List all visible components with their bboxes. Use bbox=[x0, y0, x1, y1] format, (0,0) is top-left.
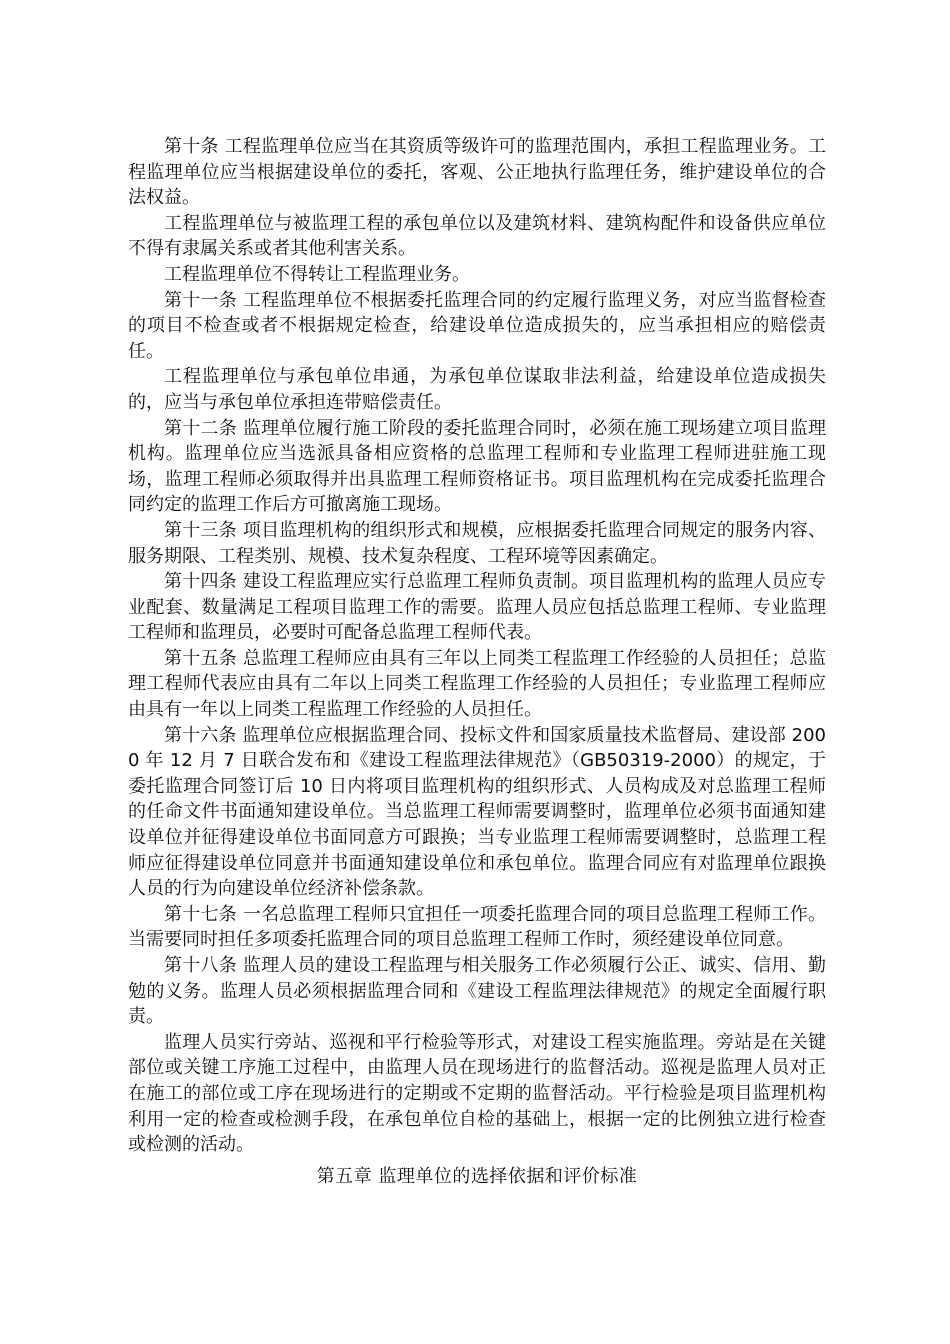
chapter-heading: 第五章 监理单位的选择依据和评价标准 bbox=[316, 1165, 638, 1187]
document-body bbox=[128, 134, 826, 1189]
paragraph-article-10-part-2: 工程监理单位与被监理工程的承包单位以及建筑材料、建筑构配件和设备供应单位不得有隶属关系或者其他利害关系。 bbox=[128, 212, 826, 260]
paragraph-article-12: 第十二条 监理单位履行施工阶段的委托监理合同时，必须在施工现场建立项目监理机构。监理单位应当选派具备相应资格的总监理工程师和专业监理工程师进驻施工现场，监理工程师必须取得并出具监理工程师资格证书。项目监理机构在完成委托监理合同约定的监理工作后方可撤离施工现场。 bbox=[128, 417, 826, 516]
paragraph-article-10: 第十条 工程监理单位应当在其资质等级许可的监理范围内，承担工程监理业务。工程监理单位应当根据建设单位的委托，客观、公正地执行监理任务，维护建设单位的合法权益。 bbox=[128, 136, 826, 209]
paragraph-article-11-part-2: 工程监理单位与承包单位串通，为承包单位谋取非法利益，给建设单位造成损失的，应当与承包单位承担连带赔偿责任。 bbox=[128, 366, 826, 413]
paragraph-article-17: 第十七条 一名总监理工程师只宜担任一项委托监理合同的项目总监理工程师工作。当需要同时担任多项委托监理合同的项目总监理工程师工作时，须经建设单位同意。 bbox=[128, 903, 826, 951]
paragraph-article-14: 第十四条 建设工程监理应实行总监理工程师负责制。项目监理机构的监理人员应专业配套、数量满足工程项目监理工作的需要。监理人员应包括总监理工程师、专业监理工程师和监理员，必要时可配备总监理工程师代表。 bbox=[128, 571, 826, 644]
paragraph-article-18-part-2: 监理人员实行旁站、巡视和平行检验等形式，对建设工程实施监理。旁站是在关键部位或关键工序施工过程中，由监理人员在现场进行的监督活动。巡视是监理人员对正在施工的部位或工序在现场进行的定期或不定期的监督活动。平行检验是项目监理机构利用一定的检查或检测手段，在承包单位自检的基础上，根据一定的比例独立进行检查或检测的活动。 bbox=[128, 1031, 826, 1156]
paragraph-article-15: 第十五条 总监理工程师应由具有三年以上同类工程监理工作经验的人员担任；总监理工程师代表应由具有二年以上同类工程监理工作经验的人员担任；专业监理工程师应由具有一年以上同类工程监理工作经验的人员担任。 bbox=[128, 647, 826, 721]
paragraph-article-13: 第十三条 项目监理机构的组织形式和规模，应根据委托监理合同规定的服务内容、服务期限、工程类别、规模、技术复杂程度、工程环境等因素确定。 bbox=[128, 519, 826, 567]
paragraph-article-11: 第十一条 工程监理单位不根据委托监理合同的约定履行监理义务，对应当监督检查的项目不检查或者不根据规定检查，给建设单位造成损失的，应当承担相应的赔偿责任。 bbox=[128, 289, 826, 362]
paragraph-article-16: 第十六条 监理单位应根据监理合同、投标文件和国家质量技术监督局、建设部 2000 年 12 月 7 日联合发布和《建设工程监理法律规范》（GB50319-2000）的规定，于委托监理合同签订后 10 日内将项目监理机构的组织形式、人员构成及对总监理工程师的任命文件书面通知建设单位。当总监理工程师需要调整时，监理单位必须书面通知建设单位并征得建设单位书面同意方可跟换；当专业监理工程师需要调整时，总监理工程师应征得建设单位同意并书面通知建设单位和承包单位。监理合同应有对监理单位跟换人员的行为向建设单位经济补偿条款。 bbox=[128, 724, 826, 900]
paragraph-article-10-part-3: 工程监理单位不得转让工程监理业务。 bbox=[164, 263, 470, 285]
paragraph-article-18: 第十八条 监理人员的建设工程监理与相关服务工作必须履行公正、诚实、信用、勤勉的义务。监理人员必须根据监理合同和《建设工程监理法律规范》的规定全面履行职责。 bbox=[128, 955, 826, 1028]
